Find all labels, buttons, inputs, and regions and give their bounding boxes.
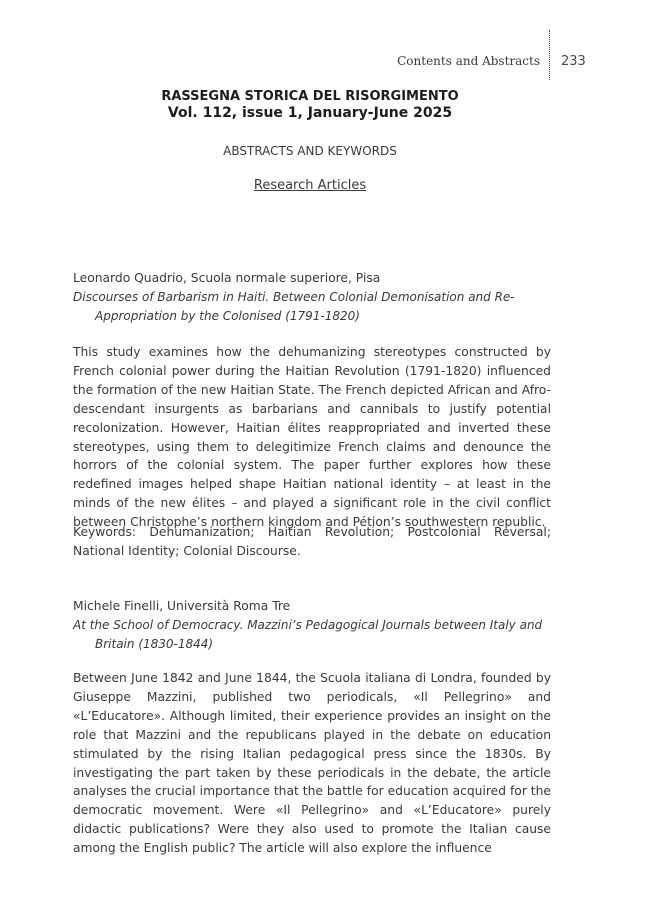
page-number: 233	[561, 54, 586, 69]
article-abstract-1	[73, 343, 551, 532]
section-subtitle	[0, 178, 620, 193]
article-header-1	[73, 269, 551, 326]
journal-name: RASSEGNA STORICA DEL RISORGIMENTO	[161, 89, 459, 104]
running-head-title: Contents and Abstracts	[397, 54, 540, 68]
article-keywords: Keywords: Dehumanization; Haitian Revolution; Postcolonial Reversal; National Identity; Colonial Discourse.	[73, 525, 551, 558]
section-subtitle-text: Research Articles	[253, 178, 367, 193]
article-abstract: This study examines how the dehumanizing stereotypes constructed by French colonial power during the Haitian Revolution (1791-1820) influenced the formation of the new Haitian State. The French depicted African and Afro-descendant insurgents as barbarians and cannibals to justify potential recolonization. However, Haitian élites reappropriated and inverted these stereotypes, using them to delegitimize French claims and denounce the horrors of the colonial system. The paper further explores how these redefined images helped shape Haitian national identity – at least in the minds of the new élites – and played a significant role in the civil conflict between Christophe’s northern kingdom and Pétion’s southwestern republic.	[73, 345, 551, 530]
article-abstract: Between June 1842 and June 1844, the Scuola italiana di Londra, founded by Giuseppe Mazzini, published two periodicals, «Il Pellegrino» and «L’Educatore». Although limited, their experience provides an insight on the role that Mazzini and the republicans played in the debate on education stimulated by the rising Italian pedagogical press since the 1830s. By investigating the part taken by these periodicals in the debate, the article analyses the crucial importance that the battle for education acquired for the democratic movement. Were «Il Pellegrino» and «L’Educatore» purely didactic publications? Were they also used to promote the Italian cause among the English public? The article will also explore the influence	[73, 671, 551, 856]
article-keywords-1	[73, 523, 551, 561]
header-divider	[549, 30, 550, 80]
article-title: Discourses of Barbarism in Haiti. Between Colonial Demonisation and Re-Appropriation by the Colonised (1791-1820)	[73, 289, 515, 323]
article-author: Michele Finelli, Università Roma Tre	[73, 599, 291, 613]
journal-issue: Vol. 112, issue 1, January-June 2025	[167, 105, 453, 121]
article-author: Leonardo Quadrio, Scuola normale superiore, Pisa	[73, 271, 381, 285]
section-title: ABSTRACTS AND KEYWORDS	[223, 144, 397, 158]
article-title: At the School of Democracy. Mazzini’s Pedagogical Journals between Italy and Britain (1830-1844)	[73, 617, 543, 651]
article-abstract-2	[73, 669, 551, 858]
article-header-2	[73, 597, 551, 654]
